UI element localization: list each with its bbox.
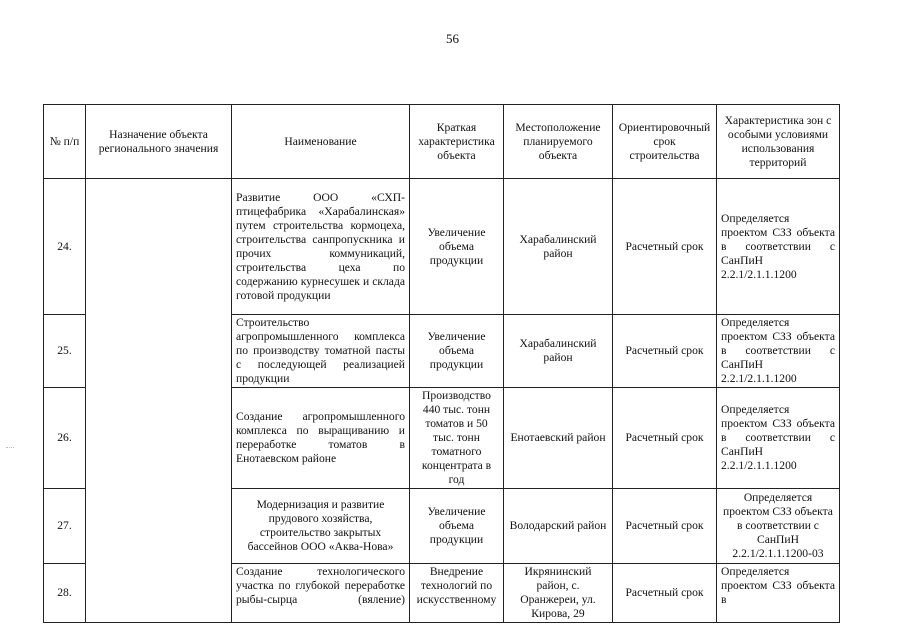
zone-characteristic: Определяется проектом СЗЗ объекта в соответствии с СанПиН 2.2.1/2.1.1.1200-03 — [717, 489, 840, 564]
object-name: Создание технологического участка по глубокой переработке рыбы-сырца (вяление) — [232, 564, 410, 623]
zone-characteristic: Определяется проектом СЗЗ объекта в — [717, 564, 840, 623]
construction-term: Расчетный срок — [613, 564, 717, 623]
row-number: 27. — [44, 489, 86, 564]
objects-table — [43, 104, 840, 623]
zone-characteristic: Определяется проектом СЗЗ объекта в соответствии с СанПиН 2.2.1/2.1.1.1200 — [717, 315, 840, 388]
header-name: Наименование — [232, 105, 410, 179]
object-characteristic: Производство 440 тыс. тонн томатов и 50 тыс. тонн томатного концентрата в год — [410, 388, 504, 489]
row-number: 28. — [44, 564, 86, 623]
table-header-row — [44, 105, 840, 179]
object-name: Создание агропромышленного комплекса по выращиванию и переработке томатов в Енотаевском районе — [232, 388, 410, 489]
object-characteristic: Увеличение объема продукции — [410, 315, 504, 388]
zone-characteristic: Определяется проектом СЗЗ объекта в соответствии с СанПиН 2.2.1/2.1.1.1200 — [717, 179, 840, 315]
header-term: Ориентировочный срок строительства — [613, 105, 717, 179]
header-purpose: Назначение объекта регионального значения — [86, 105, 232, 179]
row-number: 26. — [44, 388, 86, 489]
object-location: Икрянинский район, с. Оранжереи, ул. Кирова, 29 — [504, 564, 613, 623]
row-number: 25. — [44, 315, 86, 388]
object-name: Модернизация и развитие прудового хозяйства, строительство закрытых бассейнов ООО «Аква-Нова» — [232, 489, 410, 564]
object-location: Володарский район — [504, 489, 613, 564]
table-row — [44, 179, 840, 315]
object-characteristic: Внедрение технологий по искусственному — [410, 564, 504, 623]
construction-term: Расчетный срок — [613, 179, 717, 315]
header-characteristic: Краткая характеристика объекта — [410, 105, 504, 179]
object-name: Развитие ООО «СХП-птицефабрика «Харабалинская» путем строительства кормоцеха, строительства санпропускника и прочих коммуникаций, строительства цеха по содержанию курнесушек и склада готовой продукции — [232, 179, 410, 315]
object-location: Харабалинский район — [504, 315, 613, 388]
zone-characteristic: Определяется проектом СЗЗ объекта в соответствии с СанПиН 2.2.1/2.1.1.1200 — [717, 388, 840, 489]
object-characteristic: Увеличение объема продукции — [410, 179, 504, 315]
purpose-cell — [86, 179, 232, 623]
construction-term: Расчетный срок — [613, 315, 717, 388]
margin-mark — [6, 447, 14, 448]
construction-term: Расчетный срок — [613, 388, 717, 489]
object-location: Харабалинский район — [504, 179, 613, 315]
row-number: 24. — [44, 179, 86, 315]
header-number: № п/п — [44, 105, 86, 179]
object-characteristic: Увеличение объема продукции — [410, 489, 504, 564]
page-number: 56 — [446, 31, 459, 46]
object-name: Строительство агропромышленного комплекса по производству томатной пасты с последующей реализацией продукции — [232, 315, 410, 388]
construction-term: Расчетный срок — [613, 489, 717, 564]
header-zones: Характеристика зон с особыми условиями использования территорий — [717, 105, 840, 179]
object-location: Енотаевский район — [504, 388, 613, 489]
header-location: Местоположение планируемого объекта — [504, 105, 613, 179]
